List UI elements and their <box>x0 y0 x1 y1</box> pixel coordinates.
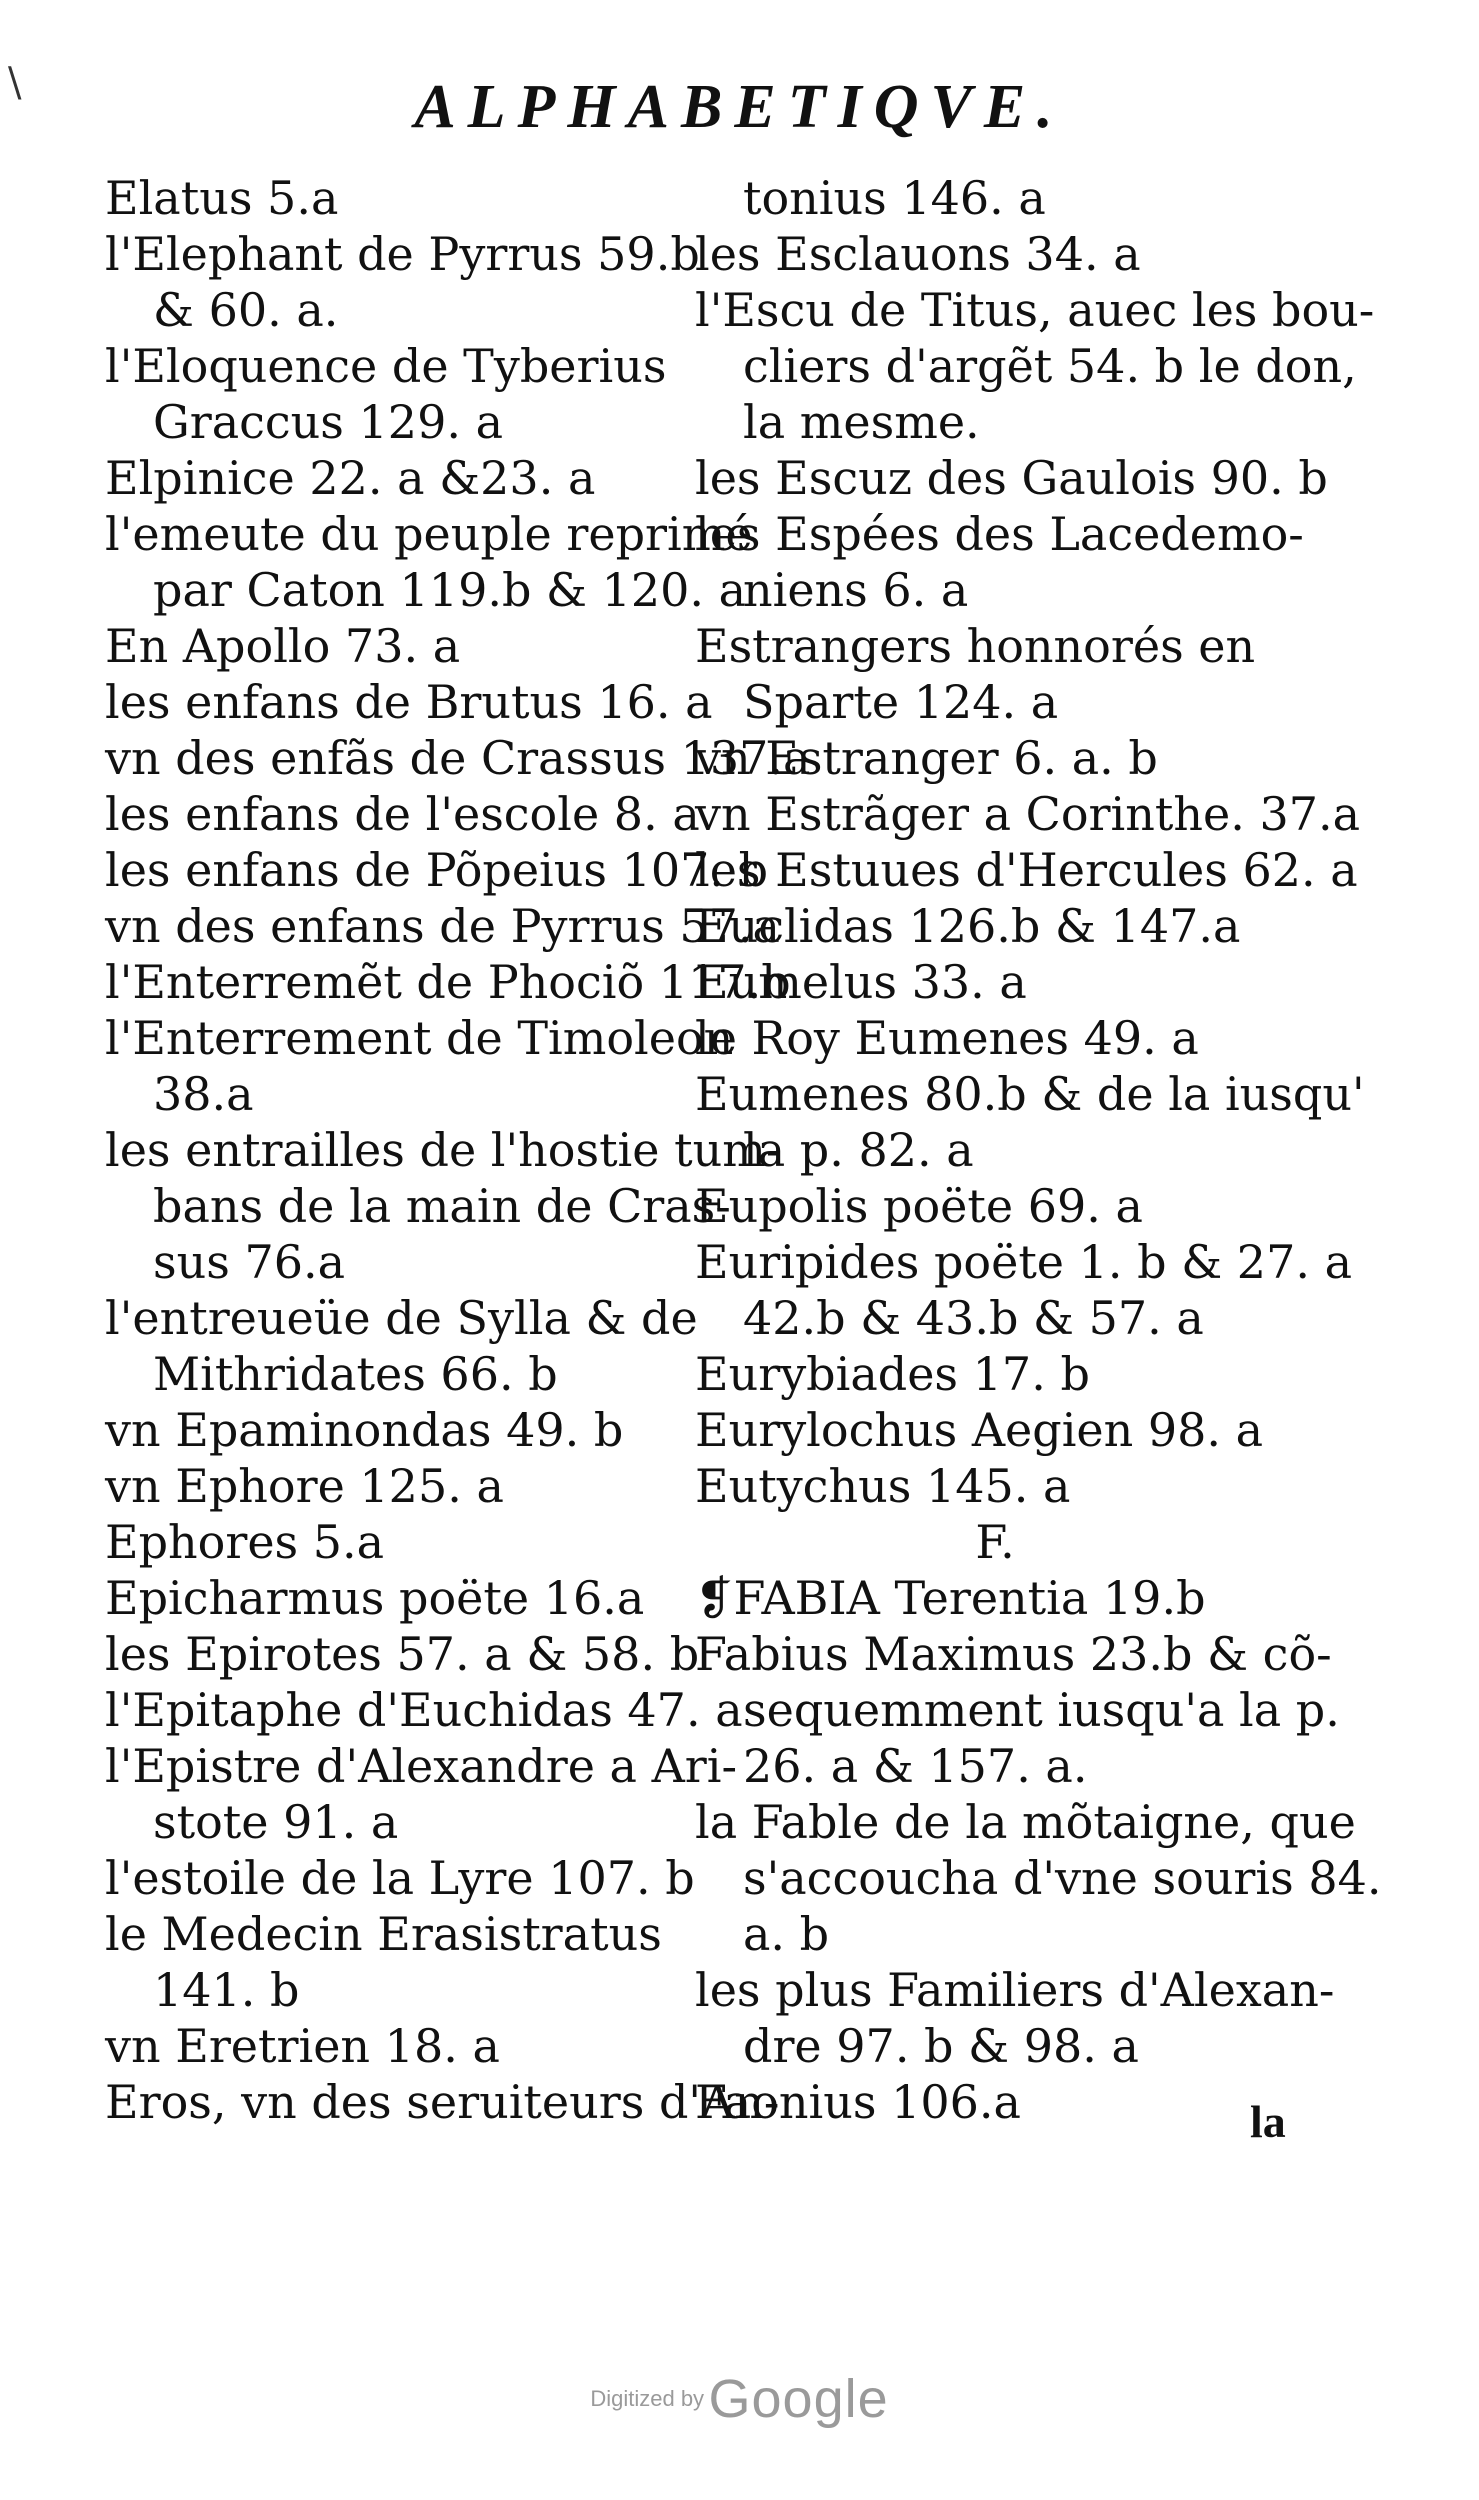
index-entry: Eurybiades 17. b <box>695 1347 1090 1401</box>
index-entry: Eurylochus Aegien 98. a <box>695 1403 1264 1457</box>
index-entry: l'Enterremẽt de Phociõ 117.b <box>105 955 791 1009</box>
index-entry: dre 97. b & 98. a <box>743 2019 1139 2073</box>
index-entry: s'accoucha d'vne souris 84. <box>743 1851 1382 1905</box>
index-entry: les Escuz des Gaulois 90. b <box>695 451 1328 505</box>
index-entry: Fabius Maximus 23.b & cõ- <box>695 1627 1332 1681</box>
catchword: la <box>1250 2096 1286 2147</box>
google-logo: Google <box>708 2369 889 2429</box>
index-entry: vn Estrãger a Corinthe. 37.a <box>695 787 1361 841</box>
index-entry: sequemment iusqu'a la p. <box>743 1683 1340 1737</box>
index-entry: sus 76.a <box>153 1235 346 1289</box>
index-entry: cliers d'argẽt 54. b le don, <box>743 339 1357 393</box>
index-entry: Eumenes 80.b & de la iusqu' <box>695 1067 1365 1121</box>
index-entry: tonius 146. a <box>743 171 1046 225</box>
index-entry: vn des enfãs de Crassus 137.a <box>105 731 811 785</box>
index-entry: En Apollo 73. a <box>105 619 461 673</box>
index-entry: l'Escu de Titus, auec les bou- <box>695 283 1375 337</box>
index-entry: Eumelus 33. a <box>695 955 1027 1009</box>
index-entry: Elatus 5.a <box>105 171 339 225</box>
index-entry: les Estuues d'Hercules 62. a <box>695 843 1358 897</box>
index-entry: Euripides poëte 1. b & 27. a <box>695 1235 1353 1289</box>
index-entry: Mithridates 66. b <box>153 1347 558 1401</box>
index-entry: bans de la main de Cras- <box>153 1179 731 1233</box>
index-entry: Faonius 106.a <box>695 2075 1021 2129</box>
index-entry: 141. b <box>153 1963 300 2017</box>
index-entry: l'entreueüe de Sylla & de <box>105 1291 698 1345</box>
index-entry: 26. a & 157. a. <box>743 1739 1088 1793</box>
index-entry: stote 91. a <box>153 1795 399 1849</box>
section-letter: F. <box>975 1515 1015 1569</box>
index-entry: Sparte 124. a <box>743 675 1059 729</box>
index-entry: Eros, vn des seruiteurs d'An- <box>105 2075 780 2129</box>
index-entry: l'Eloquence de Tyberius <box>105 339 667 393</box>
index-entry: niens 6. a <box>743 563 969 617</box>
index-entry: la Fable de la mõtaigne, que <box>695 1795 1356 1849</box>
index-entry: vn Epaminondas 49. b <box>105 1403 624 1457</box>
index-entry: les plus Familiers d'Alexan- <box>695 1963 1335 2017</box>
index-entry: 38.a <box>153 1067 254 1121</box>
index-entry: Estrangers honnorés en <box>695 619 1256 673</box>
index-entry: vn Ephore 125. a <box>105 1459 504 1513</box>
index-entry: les Epirotes 57. a & 58. b <box>105 1627 700 1681</box>
index-entry: Elpinice 22. a &23. a <box>105 451 596 505</box>
index-entry: la mesme. <box>743 395 980 449</box>
index-entry: a. b <box>743 1907 830 1961</box>
index-entry: l'Enterrement de Timoleon <box>105 1011 734 1065</box>
index-entry: les enfans de Brutus 16. a <box>105 675 713 729</box>
margin-mark: \ <box>8 60 22 106</box>
index-entry: le Roy Eumenes 49. a <box>695 1011 1199 1065</box>
index-entry: les Esclauons 34. a <box>695 227 1141 281</box>
right-column <box>695 170 1382 2130</box>
page-header: ALPHABETIQVE. <box>414 73 1065 141</box>
index-entry: Euclidas 126.b & 147.a <box>695 899 1241 953</box>
index-entry: Eutychus 145. a <box>695 1459 1071 1513</box>
index-entry: le Medecin Erasistratus <box>105 1907 662 1961</box>
index-entry: les enfans de l'escole 8. a <box>105 787 700 841</box>
index-entry: vn des enfans de Pyrrus 57.a <box>105 899 780 953</box>
index-entry: l'Elephant de Pyrrus 59.b <box>105 227 700 281</box>
index-entry: vn Eretrien 18. a <box>105 2019 500 2073</box>
digitized-watermark <box>0 2368 1479 2430</box>
index-entry: Eupolis poëte 69. a <box>695 1179 1143 1233</box>
index-entry: les entrailles de l'hostie tum- <box>105 1123 782 1177</box>
index-entry: vn Estranger 6. a. b <box>695 731 1158 785</box>
index-entry: la p. 82. a <box>743 1123 974 1177</box>
index-entry: Epicharmus poëte 16.a <box>105 1571 645 1625</box>
index-entry: l'emeute du peuple reprimé <box>105 507 753 561</box>
index-entry: 42.b & 43.b & 57. a <box>743 1291 1204 1345</box>
index-entry: Graccus 129. a <box>153 395 504 449</box>
index-entry: l'Epitaphe d'Euchidas 47. a <box>105 1683 743 1737</box>
index-entry: par Caton 119.b & 120. a <box>153 563 747 617</box>
index-entry: & 60. a. <box>153 283 339 337</box>
index-entry: les enfans de Põpeius 107. b <box>105 843 769 897</box>
index-entry: les Espées des Lacedemo- <box>695 507 1304 561</box>
index-entry: ❡FABIA Terentia 19.b <box>695 1571 1206 1625</box>
index-entry: Ephores 5.a <box>105 1515 385 1569</box>
index-entry: l'estoile de la Lyre 107. b <box>105 1851 695 1905</box>
digitized-prefix: Digitized by <box>590 2386 705 2411</box>
index-entry: l'Epistre d'Alexandre a Ari- <box>105 1739 738 1793</box>
